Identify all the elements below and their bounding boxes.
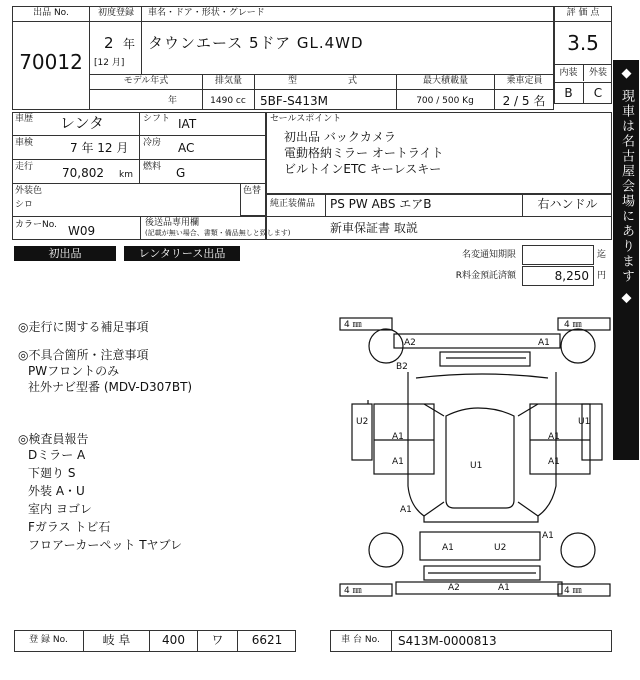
color-no-value: W09 xyxy=(68,224,96,238)
damage-mark: A1 xyxy=(392,457,404,467)
divider xyxy=(254,74,255,110)
inspector-line: フロアーカーペット Tヤブレ xyxy=(28,538,183,552)
damage-mark: U1 xyxy=(470,461,483,471)
damage-mark: U2 xyxy=(494,543,507,553)
equipment-label: 純正装備品 xyxy=(266,194,326,217)
tire-rl-label: 4 ㎜ xyxy=(344,586,362,596)
driving-notes-header: ◎走行に関する補足事項 xyxy=(18,320,149,334)
car-damage-diagram xyxy=(338,316,612,598)
damage-mark: A1 xyxy=(542,531,554,541)
inspection-label: 車検 xyxy=(15,138,34,148)
lot-no: 70012 xyxy=(19,50,83,74)
sales-points-label: セールスポイント xyxy=(270,114,342,124)
spec-type2-label: 式 xyxy=(348,76,358,86)
chassis-no-value: S413M-0000813 xyxy=(398,634,497,648)
first-reg-label: 初度登録 xyxy=(90,6,142,22)
spec-model-year-unit: 年 xyxy=(168,96,178,106)
rename-deadline-label: 名変通知期限 xyxy=(461,250,516,260)
score-label: 評 価 点 xyxy=(554,6,612,22)
spec-max-load-label: 最大積載量 xyxy=(396,74,494,110)
docs-note: (記載が無い場合、書類・備品無しと致します) xyxy=(145,229,291,237)
sales-point-line: ビルトインETC キーレスキー xyxy=(284,162,442,176)
registration-no-label: 登 録 No. xyxy=(14,630,84,652)
color-no-label: カラーNo. xyxy=(15,220,57,230)
rental-lease-tag: レンタリース出品 xyxy=(124,246,240,261)
model-name-label: 車名・ドア・形状・グレード xyxy=(142,6,554,22)
damage-mark: A1 xyxy=(538,338,550,348)
spec-capacity-label: 乗車定員 xyxy=(494,74,554,110)
exterior-label: 外装 xyxy=(583,64,612,81)
ac-value: AC xyxy=(178,141,195,155)
fuel-value: G xyxy=(176,166,186,180)
row xyxy=(12,160,266,184)
location-banner-text: ◆ 現車は名古屋会場にあります ◆ xyxy=(619,66,634,308)
history-label: 車歴 xyxy=(15,114,34,124)
tire-rr-label: 4 ㎜ xyxy=(564,586,582,596)
tire-fl-label: 4 ㎜ xyxy=(344,320,362,330)
row xyxy=(12,112,266,136)
score-value: 3.5 xyxy=(567,31,599,55)
registration-place: 岐 阜 xyxy=(84,630,150,652)
rename-deadline-unit: 迄 xyxy=(597,250,607,260)
steering-value: 右ハンドル xyxy=(522,194,612,217)
damage-mark: A1 xyxy=(548,457,560,467)
exterior-score: C xyxy=(583,82,612,104)
spec-capacity: 2 / 5 名 xyxy=(502,94,546,108)
registration-number: 6621 xyxy=(251,633,283,647)
interior-score: B xyxy=(554,82,583,104)
first-reg-year: 2 xyxy=(104,34,114,52)
inspector-line: 室内 ヨゴレ xyxy=(28,502,92,516)
sales-point-line: 電動格納ミラー オートライト xyxy=(284,146,444,160)
history-value: レンタ xyxy=(60,114,105,132)
damage-mark: A1 xyxy=(548,432,560,442)
spec-type: 5BF-S413M xyxy=(260,94,328,108)
interior-label: 内装 xyxy=(554,64,583,81)
damage-mark: A2 xyxy=(404,338,416,348)
registration-class: 400 xyxy=(150,630,198,652)
recycle-fee-unit: 円 xyxy=(597,271,607,281)
spec-type-label: 型 xyxy=(288,76,298,86)
recycle-fee-label: R料金預託済額 xyxy=(455,271,516,281)
location-banner xyxy=(613,60,639,460)
first-listing-tag: 初出品 xyxy=(14,246,116,261)
damage-mark: A1 xyxy=(392,432,404,442)
damage-mark: B2 xyxy=(396,362,408,372)
defect-line: PWフロントのみ xyxy=(28,364,120,378)
first-reg-month: [12 月] xyxy=(94,58,125,68)
inspector-line: 下廻り S xyxy=(28,466,76,480)
inspector-line: Dミラー A xyxy=(28,448,86,462)
damage-mark: A2 xyxy=(448,583,460,593)
shift-value: IAT xyxy=(178,117,197,131)
tire-fr-label: 4 ㎜ xyxy=(564,320,582,330)
spec-displacement-label: 排気量 xyxy=(202,74,254,110)
mileage-unit: km xyxy=(119,170,133,180)
spec-max-load: 700 / 500 Kg xyxy=(416,96,474,106)
damage-mark: U1 xyxy=(578,417,591,427)
spec-displacement: 1490 cc xyxy=(210,96,246,106)
shift-label: シフト xyxy=(143,114,171,124)
chassis-no-label: 車 台 No. xyxy=(330,630,392,652)
sales-point-line: 初出品 バックカメラ xyxy=(284,130,396,144)
mileage-value: 70,802 xyxy=(62,166,104,180)
damage-mark: A1 xyxy=(498,583,510,593)
registration-kana: ワ xyxy=(198,630,238,652)
defect-line: 社外ナビ型番 (MDV-D307BT) xyxy=(28,380,193,394)
rename-deadline-value xyxy=(522,245,594,265)
docs-label: 後送品専用欄 xyxy=(145,218,200,228)
row xyxy=(12,136,266,160)
ext-color-value: シロ xyxy=(15,200,34,210)
ext-color-label: 外装色 xyxy=(15,186,43,196)
first-reg-year-unit: 年 xyxy=(123,37,136,51)
color-change-label: 色替 xyxy=(240,184,266,216)
inspector-line: 外装 A・U xyxy=(28,484,85,498)
inspector-header: ◎検査員報告 xyxy=(18,432,89,446)
recycle-fee-value: 8,250 xyxy=(522,266,594,286)
defects-header: ◎不具合箇所・注意事項 xyxy=(18,348,149,362)
damage-mark: U2 xyxy=(356,417,369,427)
spec-model-year-label: モデル年式 xyxy=(123,76,169,86)
damage-mark: A1 xyxy=(442,543,454,553)
lot-no-label: 出品 No. xyxy=(12,6,90,22)
ac-label: 冷房 xyxy=(143,138,162,148)
mileage-label: 走行 xyxy=(15,162,34,172)
damage-mark: A1 xyxy=(400,505,412,515)
fuel-label: 燃料 xyxy=(143,162,162,172)
warranty-value: 新車保証書 取説 xyxy=(330,221,418,235)
equipment-value: PS PW ABS エアB xyxy=(326,194,522,217)
model-name: タウンエース 5ドア GL.4WD xyxy=(148,34,364,52)
inspector-line: Fガラス トビ石 xyxy=(28,520,111,534)
inspection-value: 7 年 12 月 xyxy=(70,141,129,155)
